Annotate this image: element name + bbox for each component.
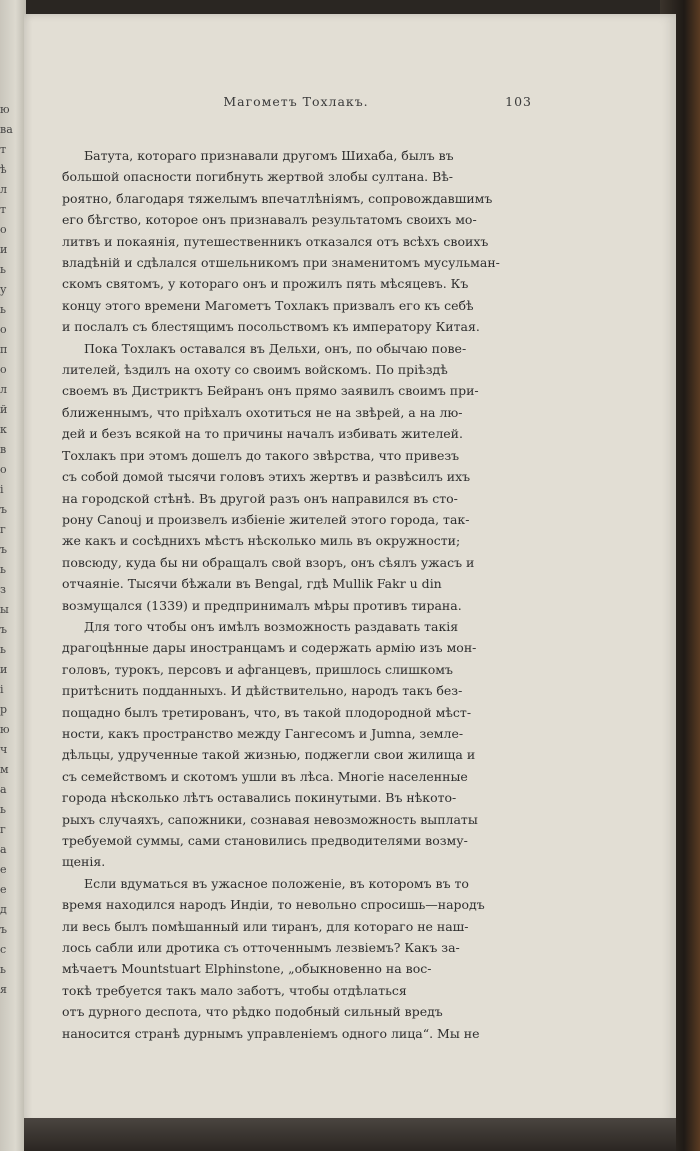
left-page-fragment-line: ь (0, 803, 6, 816)
page-bottom-shadow (24, 1118, 676, 1151)
text-line: съ собой домой тысячи головъ этихъ жертвъ и развѣсилъ ихъ (62, 469, 471, 485)
left-page-fragment-line: и (0, 663, 8, 676)
left-page-fragment-line: м (0, 763, 9, 776)
text-line: Для того чтобы онъ имѣлъ возможность раздавать такія (84, 618, 459, 634)
left-page-fragment-line: ва (0, 123, 13, 136)
text-line: повсюду, куда бы ни обращалъ свой взоръ, онъ сѣялъ ужасъ и (62, 554, 475, 570)
text-line: рону Canouj и произвелъ избіеніе жителей этого города, так- (62, 511, 470, 527)
left-page-fragment-line: к (0, 423, 7, 436)
left-page-fragment-line: т (0, 203, 7, 216)
left-page-fragment-line: в (0, 443, 7, 456)
left-page-fragment-line: ь (0, 263, 6, 276)
left-page-fragment-line: е (0, 883, 7, 896)
text-line: концу этого времени Магометъ Тохлакъ призвалъ его къ себѣ (62, 297, 474, 313)
text-line: отъ дурного деспота, что рѣдко подобный сильный вредъ (62, 1004, 443, 1020)
left-page-fragment-line: о (0, 323, 7, 336)
paragraph (62, 616, 534, 873)
text-line: на городской стѣнѣ. Въ другой разъ онъ направился въ сто- (62, 490, 458, 506)
text-line: его бѣгство, которое онъ признавалъ результатомъ своихъ мо- (62, 212, 477, 228)
text-line: рыхъ случаяхъ, сапожники, сознавая невозможность выплаты (62, 811, 478, 827)
text-line: Тохлакъ при этомъ дошелъ до такого звѣрства, что привезъ (62, 447, 460, 463)
left-page-fragment-line: ъ (0, 623, 7, 636)
left-page-fragment-line: ъ (0, 503, 7, 516)
text-line: Если вдуматься въ ужасное положеніе, въ которомъ въ то (84, 875, 469, 891)
left-page-fragment-line: ъ (0, 923, 7, 936)
page-number: 103 (505, 94, 532, 109)
text-line: мѣчаетъ Mountstuart Elphinstone, „обыкновенно на вос- (62, 961, 432, 977)
left-page-fragment-line: л (0, 383, 7, 396)
text-line: города нѣсколько лѣтъ оставались покинутыми. Въ нѣкото- (62, 790, 457, 806)
left-page-fragment-line: ь (0, 563, 6, 576)
text-line: дей и безъ всякой на то причины началъ избивать жителей. (62, 426, 463, 442)
left-page-fragment-line: ь (0, 963, 6, 976)
text-line: владѣній и сдѣлался отшельникомъ при знаменитомъ мусульман- (62, 255, 500, 271)
left-page-fragment-line: о (0, 363, 7, 376)
text-line: своемъ въ Дистриктъ Бейранъ онъ прямо заявилъ своимъ при- (62, 383, 479, 399)
paragraph (62, 145, 534, 338)
text-line: Пока Тохлакъ оставался въ Дельхи, онъ, по обычаю пове- (84, 340, 467, 356)
left-page-fragment-line: й (0, 403, 8, 416)
left-page-fragment-line: о (0, 223, 7, 236)
left-page-fragment-line: г (0, 823, 6, 836)
left-page-fragment-line: ъ (0, 543, 7, 556)
left-page-fragment-line: о (0, 463, 7, 476)
paragraph (62, 338, 534, 616)
text-line: ности, какъ пространство между Гангесомъ и Jumna, земле- (62, 725, 464, 741)
left-page-fragment-line: р (0, 703, 8, 716)
left-page-fragment-line: і (0, 483, 4, 496)
text-line: головъ, турокъ, персовъ и афганцевъ, пришлось слишкомъ (62, 661, 453, 677)
left-page-fragment-line: и (0, 243, 8, 256)
left-page-fragment-line: я (0, 983, 7, 996)
left-page-fragment (0, 100, 24, 1000)
left-page-fragment-line: ь (0, 303, 6, 316)
text-line: пощадно былъ третированъ, что, въ такой плодородной мѣст- (62, 704, 472, 720)
text-line: возмущался (1339) и предпринималъ мѣры противъ тирана. (62, 597, 462, 613)
left-page-fragment-line: т (0, 143, 7, 156)
text-line: же какъ и сосѣднихъ мѣстъ нѣсколько миль въ окружности; (62, 533, 461, 549)
left-page-fragment-line: л (0, 183, 7, 196)
left-page-fragment-line: а (0, 843, 7, 856)
left-page-fragment-line: ю (0, 723, 10, 736)
running-title: Магометъ Тохлакъ. (223, 94, 369, 109)
left-page-fragment-line: е (0, 863, 7, 876)
left-page-fragment-line: ь (0, 643, 6, 656)
left-page-fragment-line: а (0, 783, 7, 796)
text-line: ли весь былъ помѣшанный или тиранъ, для котораго не наш- (62, 918, 469, 934)
left-page-fragment-line: п (0, 343, 8, 356)
left-page-fragment-line: д (0, 903, 7, 916)
running-header (60, 94, 532, 118)
text-line: токѣ требуется такъ мало заботъ, чтобы отдѣлаться (62, 982, 407, 998)
text-line: щенія. (62, 854, 106, 870)
text-line: лось сабли или дротика съ отточеннымъ лезвіемъ? Какъ за- (62, 940, 460, 956)
text-line: наносится странѣ дурнымъ управленіемъ одного лица“. Мы не (62, 1025, 480, 1041)
text-line: время находился народъ Индіи, то невольно спросишь—народъ (62, 897, 485, 913)
text-line: литвъ и покаянія, путешественникъ отказался отъ всѣхъ своихъ (62, 233, 489, 249)
left-page-fragment-line: ы (0, 603, 9, 616)
text-line: Батута, котораго признавали другомъ Шихаба, былъ въ (84, 148, 454, 163)
text-line: притѣснить подданныхъ. И дѣйствительно, народъ такъ без- (62, 683, 463, 699)
left-page-fragment-line: г (0, 523, 6, 536)
left-page-fragment-line: ч (0, 743, 8, 756)
left-page-fragment-line: і (0, 683, 4, 696)
text-line: и послалъ съ блестящимъ посольствомъ къ императору Китая. (62, 319, 480, 335)
text-line: большой опасности погибнуть жертвой злобы султана. Вѣ- (62, 169, 454, 185)
left-page-fragment-line: ѣ (0, 163, 7, 176)
left-page-fragment-line: с (0, 943, 7, 956)
text-line: отчаяніе. Тысячи бѣжали въ Bengal, гдѣ Mullik Fakr u din (62, 576, 442, 592)
text-line: дѣльцы, удрученные такой жизнью, поджегли свои жилища и (62, 747, 476, 763)
text-line: требуемой суммы, сами становились предводителями возму- (62, 833, 468, 848)
text-line: роятно, благодаря тяжелымъ впечатлѣніямъ, сопровождавшимъ (62, 190, 493, 206)
text-line: драгоцѣнные дары иностранцамъ и содержать армію изъ мон- (62, 640, 477, 656)
text-line: ближеннымъ, что пріѣхалъ охотиться не на звѣрей, а на лю- (62, 404, 463, 420)
body-text (62, 145, 534, 1041)
text-line: съ семействомъ и скотомъ ушли въ лѣса. Многіе населенные (62, 768, 468, 784)
text-line: скомъ святомъ, у котораго онъ и прожилъ пять мѣсяцевъ. Къ (62, 276, 469, 292)
text-line: лителей, ѣздилъ на охоту со своимъ войскомъ. По пріѣздѣ (62, 362, 448, 378)
paragraph (62, 873, 534, 1044)
left-page-fragment-line: у (0, 283, 7, 296)
left-page-fragment-line: з (0, 583, 6, 596)
left-page-fragment-line: ю (0, 103, 10, 116)
